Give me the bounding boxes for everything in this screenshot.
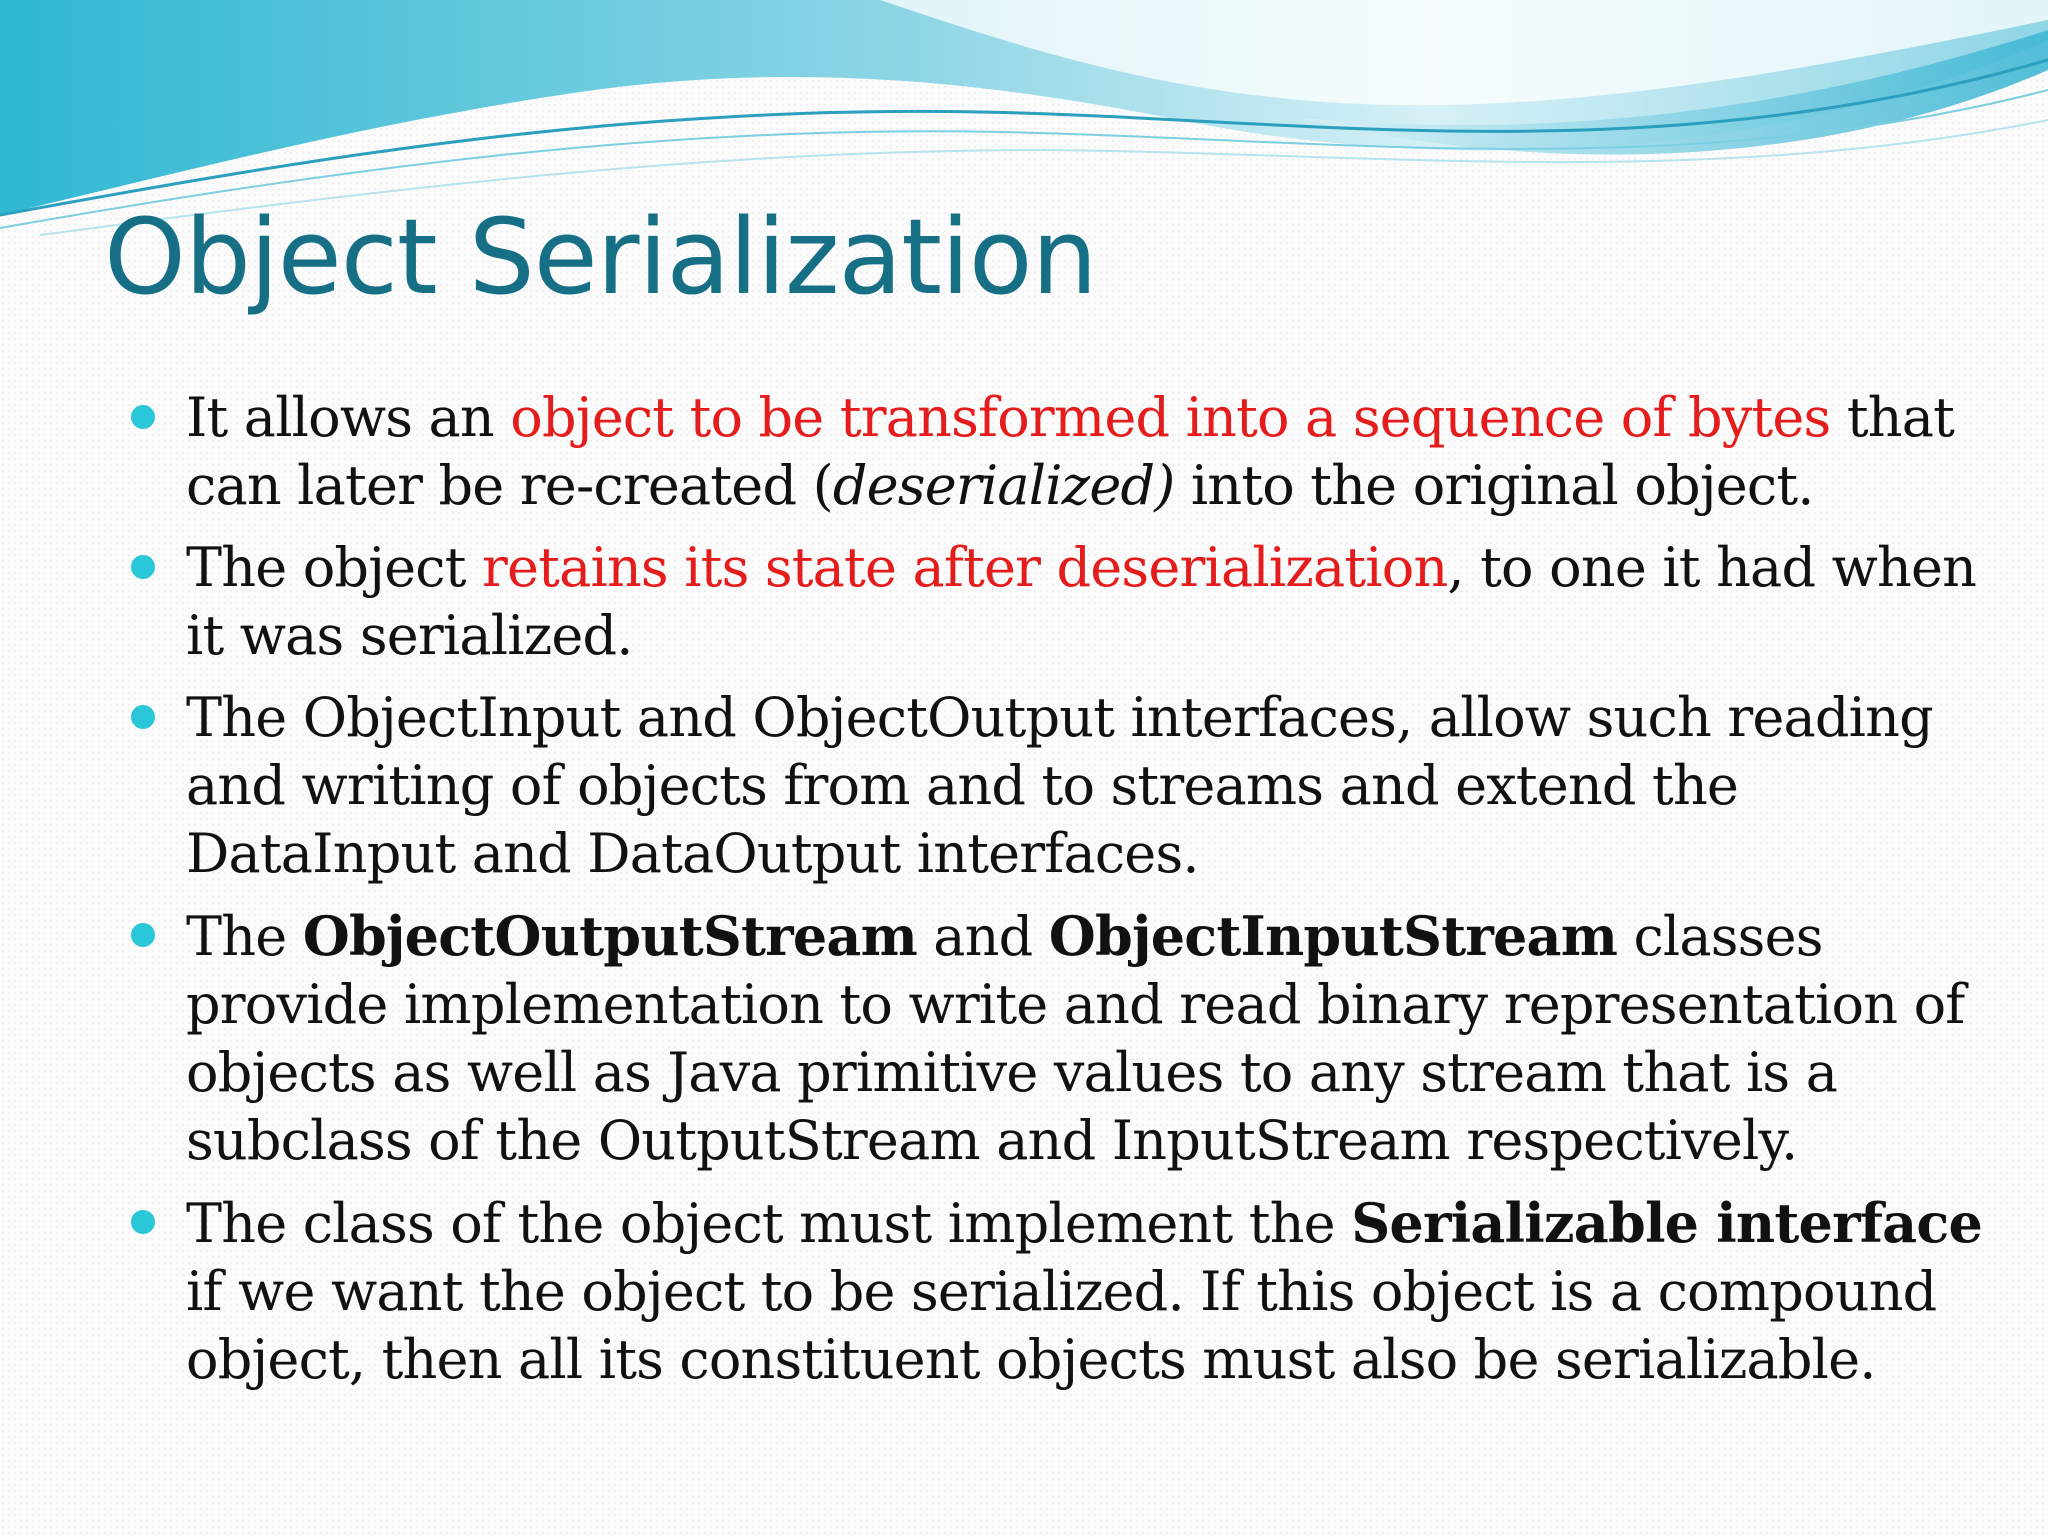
bullet-dot-icon [131,405,155,429]
slide-title: Object Serialization [104,196,1097,318]
bullet-bold: ObjectOutputStream [302,904,917,968]
bullet-text: that can later be re-created ( [186,386,1954,517]
bullet-highlight: retains its state after deserialization [482,536,1448,599]
bullet-italic: deserialized) [832,454,1175,517]
bullet-text: into the original object. [1174,454,1814,517]
bullet-item [186,534,1986,670]
bullet-dot-icon [131,1210,155,1234]
bullet-text: The [186,905,303,968]
bullet-text: and [916,905,1049,968]
bullet-dot-icon [131,555,155,579]
bullet-item [186,902,1986,1175]
bullet-dot-icon [131,705,155,729]
bullet-item [186,1189,1986,1394]
bullet-text: classes provide implementation to write and read binary representation of objects as well as Java primitive values to any stream that is a subclass of the OutputStream and InputStream respectively. [186,905,1965,1172]
bullet-bold: Serializable interface [1351,1191,1982,1255]
bullet-text: The object [186,536,483,599]
bullet-dot-icon [131,923,155,947]
bullet-highlight: object to be transformed into a sequence of bytes [510,386,1831,449]
bullet-text: It allows an [186,386,511,449]
bullet-bold: ObjectInputStream [1048,904,1618,968]
bullet-text: The ObjectInput and ObjectOutput interfaces, allow such reading and writing of objects from and to streams and extend the DataInput and DataOutput interfaces. [186,686,1933,885]
bullet-text: The class of the object must implement the [186,1192,1352,1255]
bullet-item [186,384,1986,520]
bullet-item [186,684,1986,888]
bullet-text: , to one it had when it was serialized. [186,536,1977,667]
bullet-text: if we want the object to be serialized. If this object is a compound object, then all its constituent objects must also be serializable. [186,1260,1937,1391]
bullet-list [186,384,1986,1408]
